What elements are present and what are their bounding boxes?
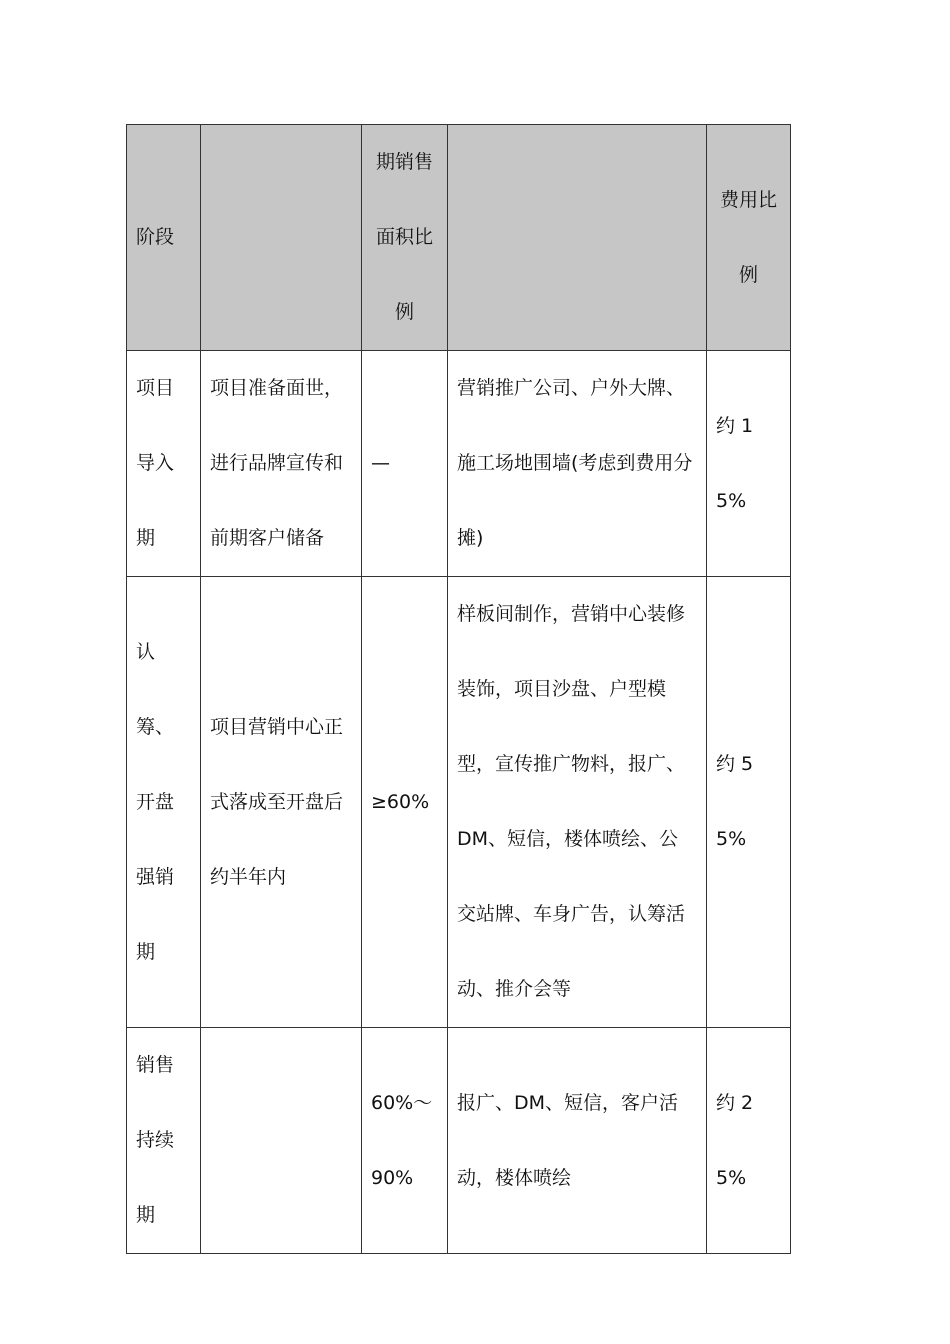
cell-stage: 项目导入期	[127, 351, 201, 577]
header-fee-ratio: 费用比例	[707, 125, 791, 351]
table-row	[127, 351, 791, 577]
cell-items: 样板间制作，营销中心装修装饰，项目沙盘、户型模型，宣传推广物料，报广、DM、短信，楼体喷绘、公交站牌、车身广告，认筹活动、推介会等	[448, 577, 707, 1028]
header-stage: 阶段	[127, 125, 201, 351]
cell-stage: 销售持续期	[127, 1028, 201, 1254]
cell-fee-ratio: 约 25%	[707, 1028, 791, 1254]
table-row	[127, 577, 791, 1028]
cell-items: 报广、DM、短信，客户活动，楼体喷绘	[448, 1028, 707, 1254]
cell-fee-ratio: 约 15%	[707, 351, 791, 577]
marketing-cost-table	[126, 124, 791, 1254]
cell-area-ratio: 60%～90%	[362, 1028, 448, 1254]
cell-fee-ratio: 约 55%	[707, 577, 791, 1028]
cell-stage: 认筹、开盘强销期	[127, 577, 201, 1028]
table-row	[127, 1028, 791, 1254]
cell-description: 项目营销中心正式落成至开盘后约半年内	[201, 577, 362, 1028]
cell-area-ratio: —	[362, 351, 448, 577]
header-area-ratio: 期销售面积比例	[362, 125, 448, 351]
cell-area-ratio: ≥60%	[362, 577, 448, 1028]
cell-description	[201, 1028, 362, 1254]
header-description	[201, 125, 362, 351]
cell-description: 项目准备面世，进行品牌宣传和前期客户储备	[201, 351, 362, 577]
header-items	[448, 125, 707, 351]
table-header-row	[127, 125, 791, 351]
cell-items: 营销推广公司、户外大牌、施工场地围墙(考虑到费用分摊)	[448, 351, 707, 577]
